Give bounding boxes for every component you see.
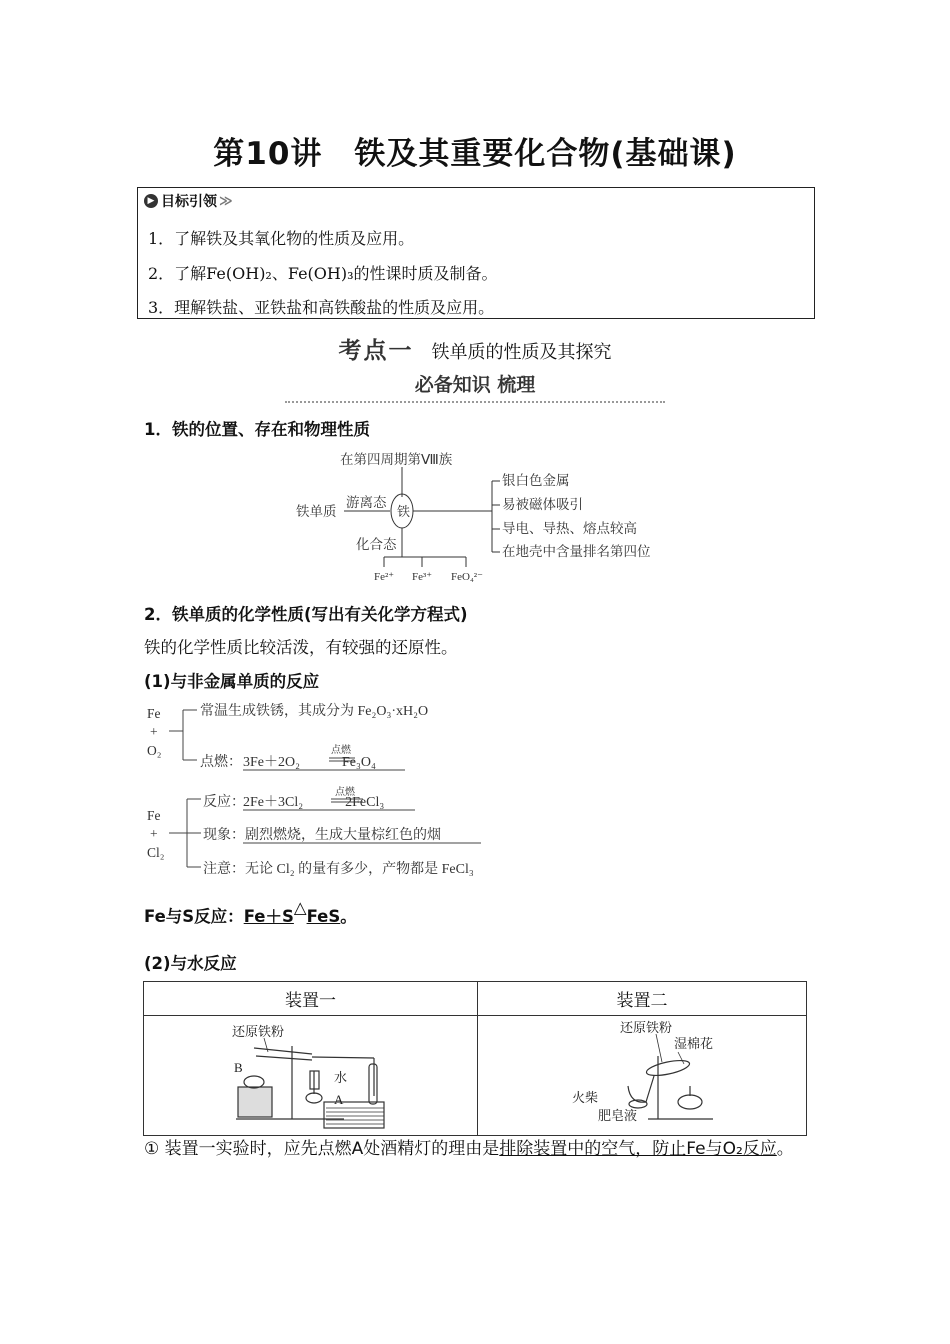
double-chevron-icon: ≫ <box>219 193 233 209</box>
diagram-ion: Fe³⁺ <box>412 571 433 583</box>
cl2-line2-label: 现象： <box>203 828 245 843</box>
fe-cl2-scheme <box>143 785 543 885</box>
section-header <box>0 332 950 365</box>
diagram-prop: 在地壳中含量排名第四位 <box>502 544 651 559</box>
goals-tag <box>144 191 233 211</box>
fe-o2-scheme <box>143 698 523 778</box>
section2-intro: 铁的化学性质比较活泼，有较强的还原性。 <box>144 638 458 657</box>
table-header: 装置一 <box>144 982 478 1016</box>
o2-cond: 点燃 <box>331 745 351 756</box>
cl2-line1-label: 反应： <box>203 795 245 810</box>
section2-sub2: (2)与水反应 <box>144 954 237 973</box>
cl2-left3: Cl₂ <box>147 845 165 860</box>
fe-s-line <box>144 898 357 927</box>
diagram-center: 铁 <box>397 504 411 519</box>
o2-left2: + <box>150 724 158 739</box>
apparatus-1-a: A <box>334 1092 344 1107</box>
cl2-eq: 2Fe＋3Cl₂ 2FeCl₃ <box>243 795 385 810</box>
diagram-prop: 易被磁体吸引 <box>502 497 583 512</box>
apparatus-1-cell <box>144 1016 478 1136</box>
cl2-cond: 点燃 <box>335 787 355 798</box>
o2-line2-label: 点燃： <box>200 755 242 770</box>
o2-eq: 3Fe＋2O₂ Fe₃O₄ <box>243 755 376 770</box>
section2-heading: 2．铁单质的化学性质(写出有关化学方程式) <box>144 605 468 624</box>
diagram-ion: FeO₄²⁻ <box>451 571 483 583</box>
diagram-combined: 化合态 <box>356 537 397 552</box>
kaodian-topic: 铁单质的性质及其探究 <box>431 342 612 363</box>
fe-s-eq-right: FeS <box>306 907 341 926</box>
cl2-left2: + <box>150 826 158 841</box>
fe-s-eq-left: Fe＋S <box>243 907 294 926</box>
o2-left3: O₂ <box>147 743 162 758</box>
note-answer: 排除装置中的空气，防止Fe与O₂反应 <box>499 1139 777 1159</box>
goals-tag-label: 目标引领 <box>161 194 217 210</box>
section2-sub1: (1)与非金属单质的反应 <box>144 672 320 691</box>
diagram-position: 在第四周期第Ⅷ族 <box>340 452 453 467</box>
note-end: 。 <box>776 1139 794 1159</box>
apparatus-2-cell <box>478 1016 807 1136</box>
cl2-line2: 剧烈燃烧，生成大量棕红色的烟 <box>245 828 441 843</box>
cl2-left1: Fe <box>147 808 161 823</box>
apparatus-2-cotton: 湿棉花 <box>674 1036 714 1051</box>
kaodian-label: 考点一 <box>338 338 414 364</box>
cl2-line3: 注意：无论 Cl₂ 的量有多少，产物都是 FeCl₃ <box>203 862 474 877</box>
diagram-prop: 银白色金属 <box>502 473 570 488</box>
section1-heading: 1．铁的位置、存在和物理性质 <box>144 420 370 439</box>
apparatus-2-drawing <box>478 1016 809 1133</box>
play-icon: ▶ <box>144 194 158 208</box>
apparatus-table <box>143 981 807 1136</box>
divider <box>285 401 665 403</box>
diagram-left: 铁单质 <box>296 504 337 519</box>
fe-s-label: Fe与S反应： <box>144 907 244 926</box>
apparatus-1-water: 水 <box>334 1070 348 1085</box>
page-title: 第10讲 铁及其重要化合物(基础课) <box>213 136 737 172</box>
apparatus-1-b: B <box>234 1060 243 1075</box>
iron-diagram <box>280 445 680 590</box>
apparatus-2-powder: 还原铁粉 <box>620 1020 673 1035</box>
diagram-ion: Fe²⁺ <box>374 571 395 583</box>
apparatus-2-soap: 肥皂液 <box>598 1108 638 1123</box>
table-header: 装置二 <box>478 982 807 1016</box>
diagram-free: 游离态 <box>346 495 387 510</box>
apparatus-1-drawing <box>144 1016 475 1133</box>
apparatus-2-match: 火柴 <box>572 1090 599 1105</box>
goal-item: 1．了解铁及其氧化物的性质及应用。 <box>148 229 415 248</box>
fe-s-end: 。 <box>340 907 357 926</box>
o2-left1: Fe <box>147 706 161 721</box>
bibei-banner: 必备知识 梳理 <box>414 374 536 396</box>
goal-item: 3．理解铁盐、亚铁盐和高铁酸盐的性质及应用。 <box>148 298 495 317</box>
fe-s-cond: △ <box>293 898 307 917</box>
goal-item: 2．了解Fe(OH)₂、Fe(OH)₃的性课时质及制备。 <box>148 264 498 283</box>
note-prefix: ① 装置一实验时，应先点燃A处酒精灯的理由是 <box>144 1139 500 1159</box>
o2-line1: 常温生成铁锈，其成分为 Fe₂O₃·xH₂O <box>200 704 429 719</box>
apparatus-1-powder: 还原铁粉 <box>232 1024 285 1039</box>
note-paragraph <box>144 1133 808 1165</box>
diagram-prop: 导电、导热、熔点较高 <box>502 521 637 536</box>
